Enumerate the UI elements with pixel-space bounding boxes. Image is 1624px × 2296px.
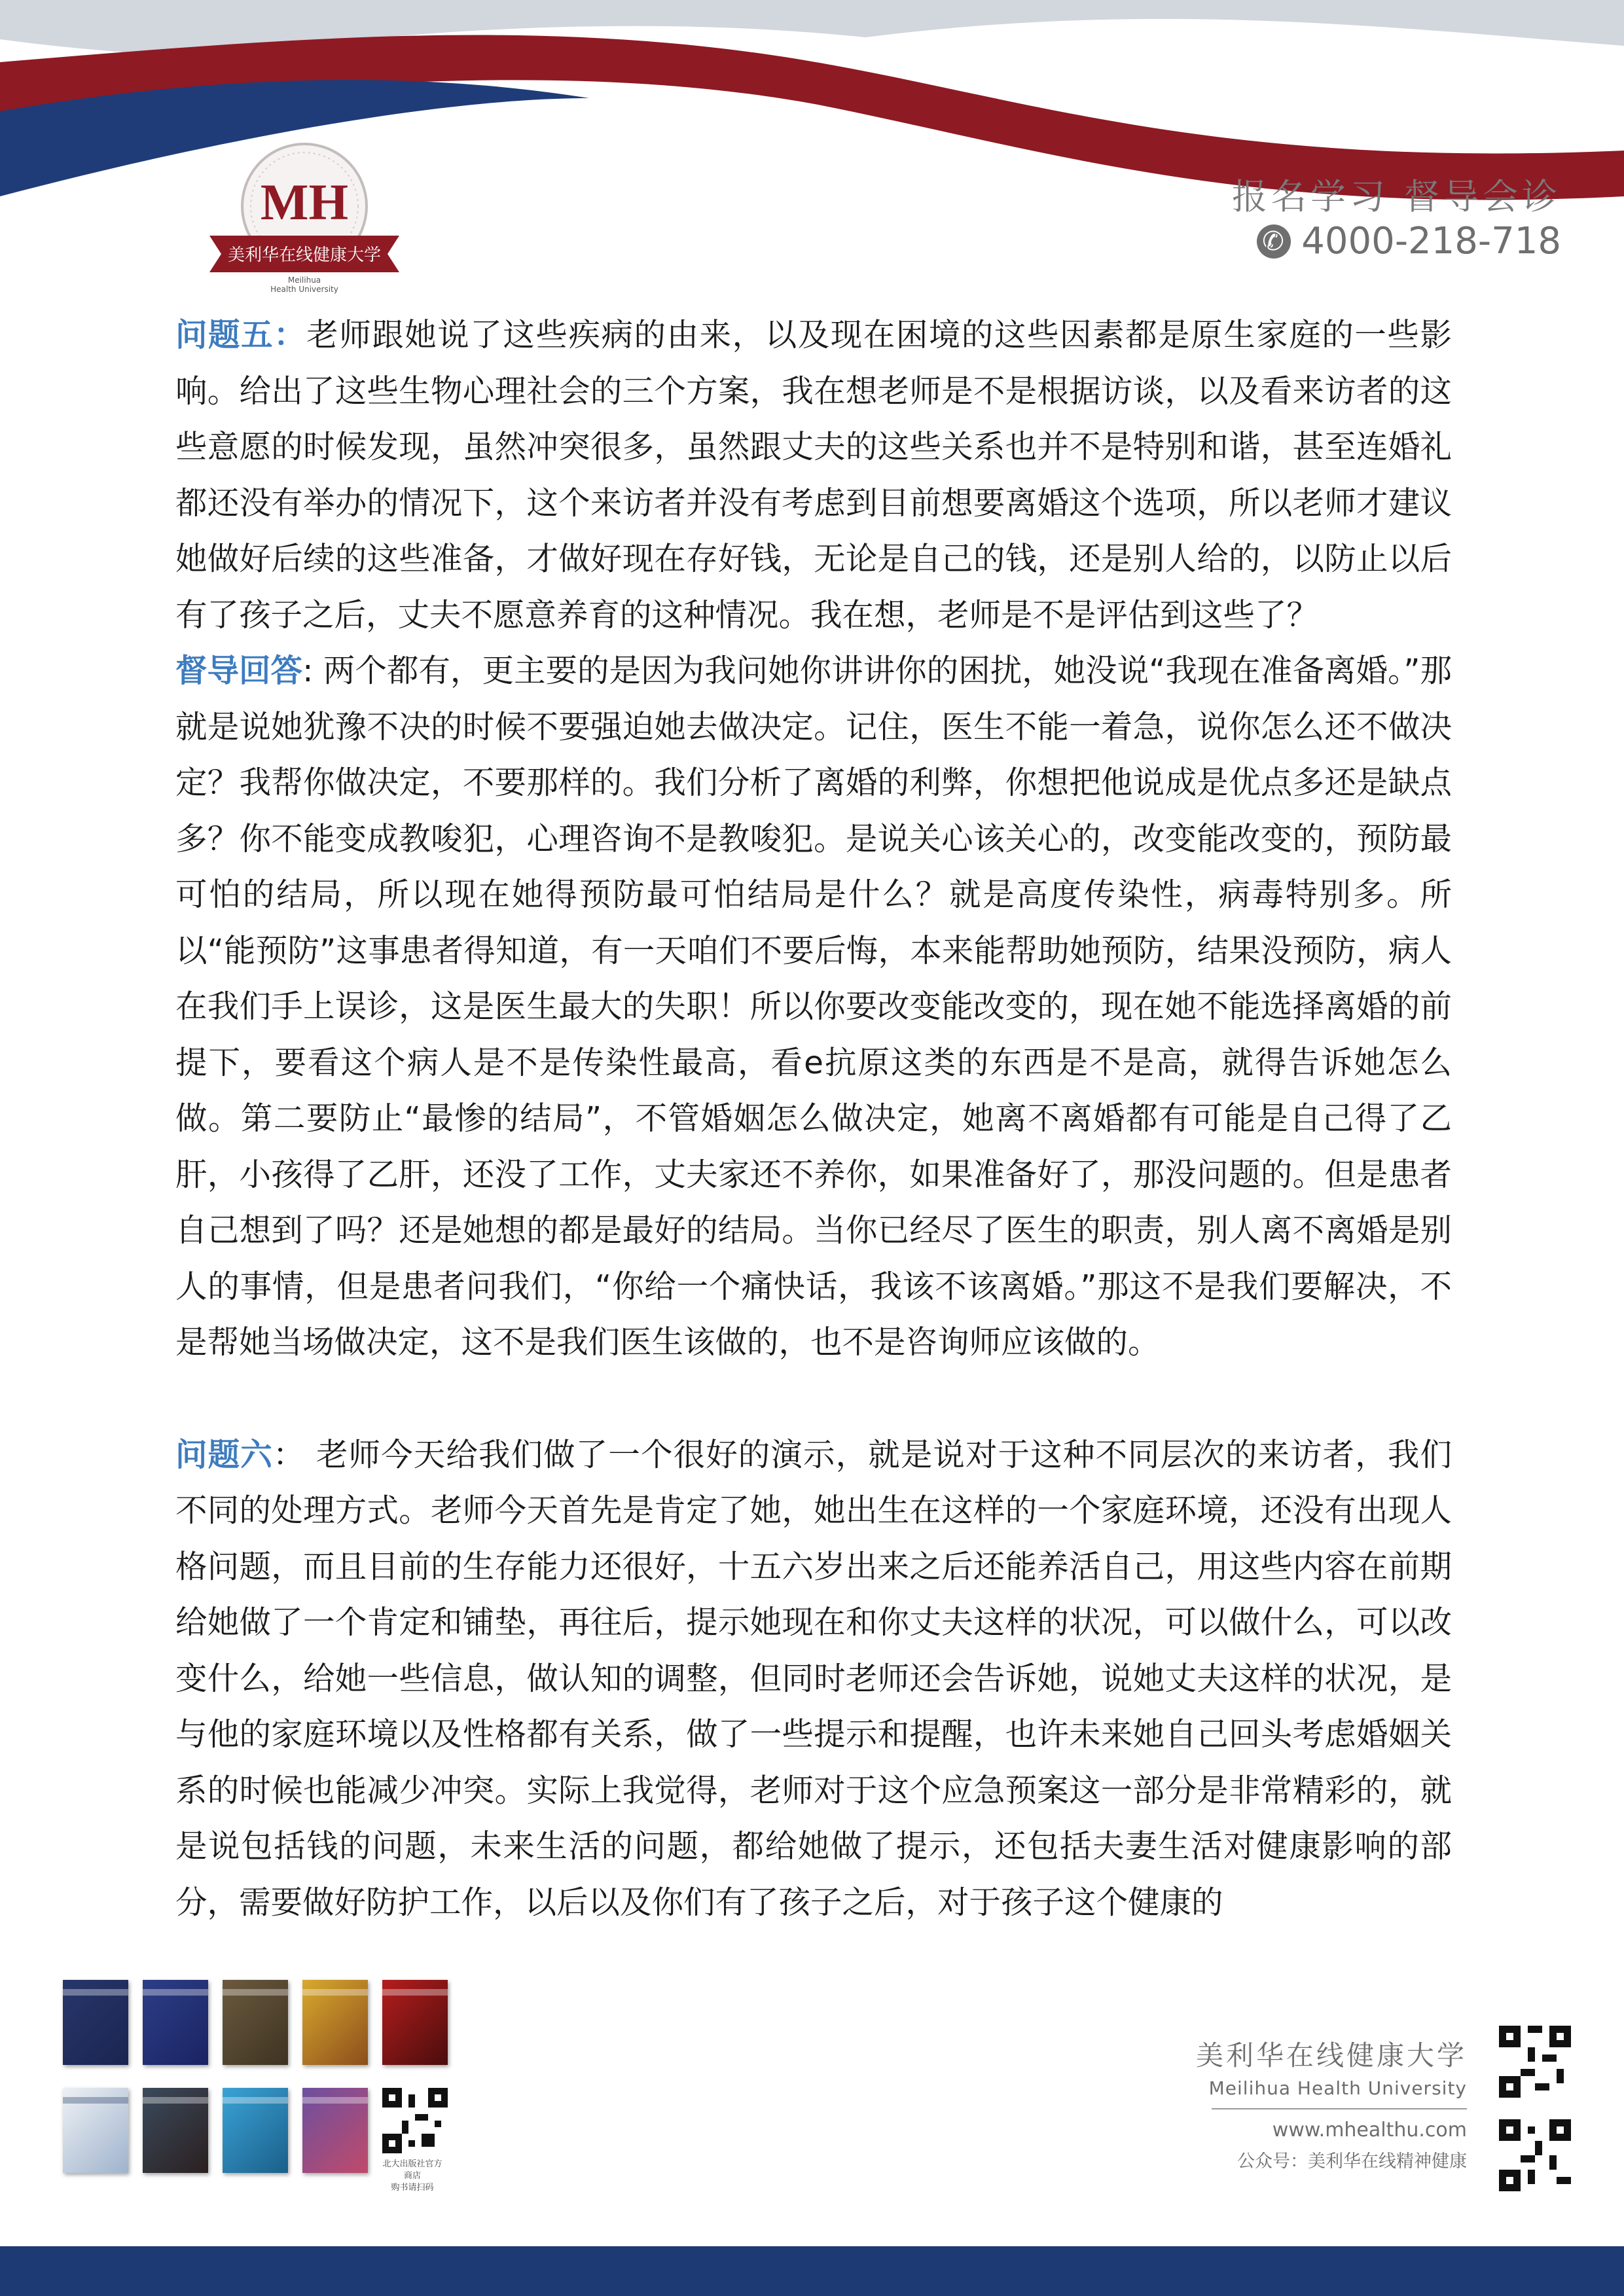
books-qr-caption-line-1: 北大出版社官方商店 [382,2159,442,2181]
paragraph-answer-5 [175,643,1452,1371]
book-cover [223,2088,288,2173]
header-phone [1257,220,1561,262]
book-cover [382,1980,448,2065]
question-6-label: 问题六 [175,1436,273,1473]
footer-book-covers [63,1980,462,2189]
header-phone-number: 4000-218-718 [1301,220,1561,262]
footer-divider [1212,2108,1467,2109]
book-cover [223,1980,288,2065]
article-body [175,308,1452,1931]
answer-5-label: 督导回答 [175,653,303,689]
book-cover [63,1980,128,2065]
books-qr-code [382,2088,448,2153]
footer-brand-block [1196,2034,1467,2172]
paragraph-question-6 [175,1427,1452,1931]
footer-wechat-account: 公众号：美利华在线精神健康 [1237,2151,1467,2172]
books-qr-caption [380,2159,445,2194]
wechat-qr-code [1499,2119,1571,2191]
logo-name-cn: 美利华在线健康大学 [227,245,382,265]
logo-name-en-2: Health University [270,285,338,294]
logo-name-en-1: Meilihua [287,276,321,285]
footer-brand-en: Meilihua Health University [1208,2077,1467,2099]
footer-bottom-bar [0,2246,1624,2296]
book-cover [143,2088,208,2173]
website-qr-code [1499,2026,1571,2098]
footer-website: www.mhealthu.com [1272,2119,1467,2142]
books-qr-caption-line-2: 购书请扫码 [391,2183,434,2193]
question-6-text: ： 老师今天给我们做了一个很好的演示，就是说对于这种不同层次的来访者，我们不同的处理方式。老师今天首先是肯定了她，她出生在这样的一个家庭环境，还没有出现人格问题，而且目前的生存能力还很好，十五六岁出来之后还能养活自己，用这些内容在前期给她做了一个肯定和铺垫，再往后，提示她现在和你丈夫这样的状况，可以做什么，可以改变什么，给她一些信息，做认知的调整，但同时老师还会告诉她，说她丈夫这样的状况，是与他的家庭环境以及性格都有关系，做了一些提示和提醒，也许未来她自己回头考虑婚姻关系的时候也能减少冲突。实际上我觉得，老师对于这个应急预案这一部分是非常精彩的，就是说包括钱的问题，未来生活的问题，都给她做了提示，还包括夫妻生活对健康影响的部分，需要做好防护工作，以后以及你们有了孩子之后，对于孩子这个健康的 [175,1436,1452,1921]
mh-logo [196,137,412,295]
paragraph-question-5 [175,308,1452,643]
book-cover [302,2088,368,2173]
book-cover [63,2088,128,2173]
logo-monogram: MH [260,173,349,230]
question-5-label: 问题五： [175,317,307,353]
answer-5-text: : 两个都有，更主要的是因为我问她你讲讲你的困扰，她没说“我现在准备离婚。”那就是说她犹豫不决的时候不要强迫她去做决定。记住，医生不能一着急，说你怎么还不做决定？我帮你做决定，不要那样的。我们分析了离婚的利弊，你想把他说成是优点多还是缺点多？你不能变成教唆犯，心理咨询不是教唆犯。是说关心该关心的，改变能改变的，预防最可怕的结局，所以现在她得预防最可怕结局是什么？就是高度传染性，病毒特别多。所以“能预防”这事患者得知道，有一天咱们不要后悔，本来能帮助她预防，结果没预防，病人在我们手上误诊，这是医生最大的失职！所以你要改变能改变的，现在她不能选择离婚的前提下，要看这个病人是不是传染性最高，看e抗原这类的东西是不是高，就得告诉她怎么做。第二要防止“最惨的结局”，不管婚姻怎么做决定，她离不离婚都有可能是自己得了乙肝，小孩得了乙肝，还没了工作，丈夫家还不养你，如果准备好了，那没问题的。但是患者自己想到了吗？还是她想的都是最好的结局。当你已经尽了医生的职责，别人离不离婚是别人的事情，但是患者问我们，“你给一个痛快话，我该不该离婚。”那这不是我们要解决，不是帮她当场做决定，这不是我们医生该做的，也不是咨询师应该做的。 [175,653,1452,1361]
phone-icon [1257,224,1291,259]
book-cover [302,1980,368,2065]
header-slogan: 报名学习 督导会诊 [1231,176,1561,217]
question-5-text: 老师跟她说了这些疾病的由来，以及现在困境的这些因素都是原生家庭的一些影响。给出了这些生物心理社会的三个方案，我在想老师是不是根据访谈，以及看来访者的这些意愿的时候发现，虽然冲突很多，虽然跟丈夫的这些关系也并不是特别和谐，甚至连婚礼都还没有举办的情况下，这个来访者并没有考虑到目前想要离婚这个选项，所以老师才建议她做好后续的这些准备，才做好现在存好钱，无论是自己的钱，还是别人给的，以防止以后有了孩子之后，丈夫不愿意养育的这种情况。我在想，老师是不是评估到这些了？ [175,317,1452,634]
book-cover [143,1980,208,2065]
footer-brand-cn: 美利华在线健康大学 [1195,2039,1467,2072]
